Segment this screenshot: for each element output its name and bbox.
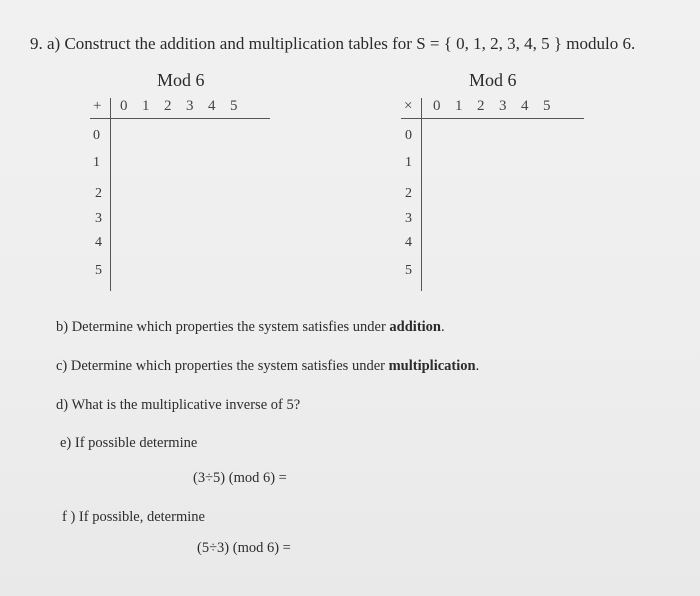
question-title: 9. a) Construct the addition and multiplication tables for S = { 0, 1, 2, 3, 4, 5 } modulo 6. [30, 34, 636, 53]
part-f-expression: (5÷3) (mod 6) = [197, 540, 291, 556]
part-d: d) What is the multiplicative inverse of 5? [56, 397, 301, 413]
part-f: f ) If possible, determine [62, 509, 205, 525]
addition-col-header: 4 [208, 98, 216, 114]
multiplication-vertical-rule [421, 98, 422, 291]
addition-row-label: 4 [95, 235, 102, 250]
multiplication-horizontal-rule [401, 118, 584, 119]
addition-horizontal-rule [90, 118, 270, 119]
addition-vertical-rule [110, 98, 111, 291]
addition-column-headers [120, 98, 252, 115]
part-c-text: c) Determine which properties the system satisfies under [56, 358, 389, 374]
multiplication-col-header: 2 [477, 98, 485, 114]
addition-col-header: 3 [186, 98, 194, 114]
addition-col-header: 0 [120, 98, 128, 114]
multiplication-row-label: 0 [405, 128, 412, 143]
part-e: e) If possible determine [60, 435, 198, 451]
multiplication-row-label: 2 [405, 186, 412, 201]
addition-row-label: 2 [95, 186, 102, 201]
part-b-period: . [441, 319, 445, 335]
addition-row-label: 5 [95, 263, 102, 278]
part-c-keyword: multiplication [388, 358, 476, 374]
part-b [56, 319, 445, 336]
multiplication-row-label: 5 [405, 263, 412, 278]
addition-table-title: Mod 6 [157, 70, 205, 90]
multiplication-row-label: 3 [405, 211, 412, 226]
part-b-text: b) Determine which properties the system satisfies under [56, 319, 390, 335]
part-e-expression: (3÷5) (mod 6) = [193, 470, 287, 486]
addition-col-header: 5 [230, 98, 238, 114]
multiplication-col-header: 0 [433, 98, 441, 114]
multiplication-column-headers [433, 98, 565, 115]
multiplication-row-label: 1 [405, 155, 412, 170]
multiplication-col-header: 1 [455, 98, 463, 114]
addition-operator: + [93, 98, 102, 114]
addition-row-label: 1 [93, 155, 100, 170]
addition-row-label: 0 [93, 128, 100, 143]
addition-col-header: 1 [142, 98, 150, 114]
addition-col-header: 2 [164, 98, 172, 114]
multiplication-col-header: 4 [521, 98, 529, 114]
part-b-keyword: addition [389, 319, 442, 335]
multiplication-col-header: 3 [499, 98, 507, 114]
multiplication-table-title: Mod 6 [469, 70, 517, 90]
multiplication-row-label: 4 [405, 235, 412, 250]
part-c-period: . [475, 358, 480, 374]
multiplication-col-header: 5 [543, 98, 551, 114]
multiplication-operator: × [404, 98, 413, 114]
part-c [56, 358, 479, 375]
addition-row-label: 3 [95, 211, 102, 226]
